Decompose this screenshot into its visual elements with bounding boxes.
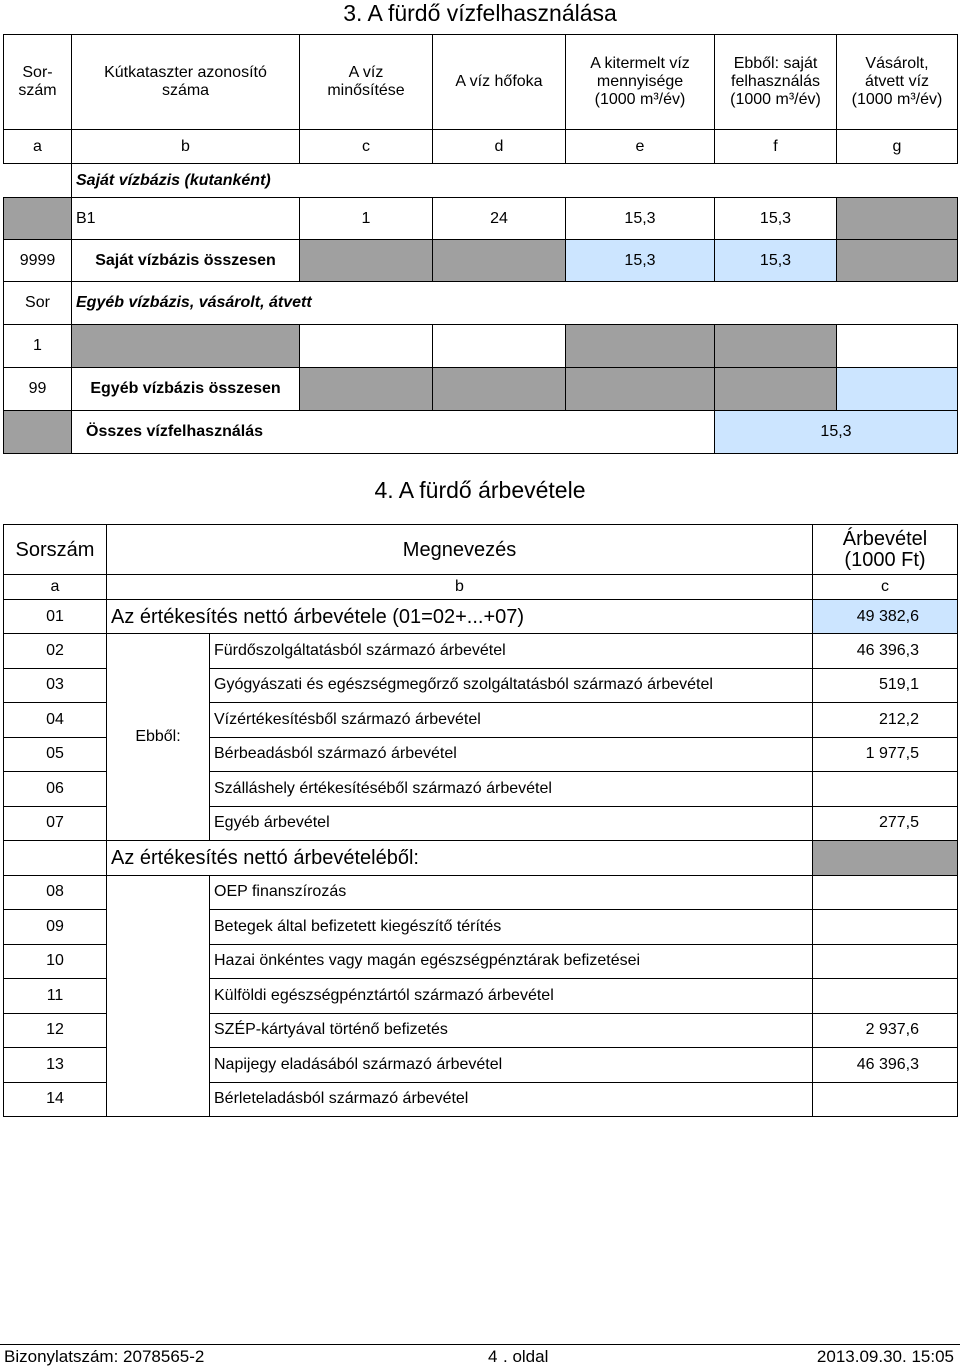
row10-label: Hazai önkéntes vagy magán egészségpénztárak befizetései [210, 944, 813, 979]
row13-label: Napijegy eladásából származó árbevétel [210, 1048, 813, 1083]
row02-label: Fürdőszolgáltatásból származó árbevétel [210, 634, 813, 669]
well-minosites: 1 [300, 198, 433, 240]
header-sorszam: Sor- szám [4, 35, 72, 130]
egyeb-row-num: 1 [4, 325, 72, 368]
letter-e: e [566, 130, 715, 164]
sajat-total-sajat: 15,3 [715, 240, 837, 282]
row14-num: 14 [4, 1082, 107, 1117]
row08-value [813, 875, 958, 910]
header-arbevetel: Árbevétel (1000 Ft) [813, 525, 958, 575]
sajat-total-kitermelt: 15,3 [566, 240, 715, 282]
row06-label: Szálláshely értékesítéséből származó árbevétel [210, 772, 813, 807]
row13-value: 46 396,3 [813, 1048, 958, 1083]
page-footer [0, 1344, 960, 1367]
header-megnevezes: Megnevezés [107, 525, 813, 575]
row03-num: 03 [4, 668, 107, 703]
well-id: B1 [72, 198, 300, 240]
egyeb-total-vasarolt [837, 368, 958, 411]
sub-header-gray [813, 841, 958, 876]
letter-g: g [837, 130, 958, 164]
well-vasarolt-gray [837, 198, 958, 240]
sub-rows-spacer [107, 875, 210, 1117]
row01-label: Az értékesítés nettó árbevétele (01=02+...+07) [107, 600, 813, 634]
row11-value [813, 979, 958, 1014]
well-row-gray [4, 198, 72, 240]
row12-value: 2 937,6 [813, 1013, 958, 1048]
osszes-value: 15,3 [715, 411, 958, 454]
row13-num: 13 [4, 1048, 107, 1083]
footer-page-num: 4 [488, 1347, 498, 1366]
letter4-b: b [107, 575, 813, 600]
row11-num: 11 [4, 979, 107, 1014]
egyeb-sor-label: Sor [4, 282, 72, 325]
sub-header-num [4, 841, 107, 876]
sajat-total-gray-2 [433, 240, 566, 282]
egyeb-row-gray-3 [715, 325, 837, 368]
header-sorszam-4: Sorszám [4, 525, 107, 575]
sajat-total-label: Saját vízbázis összesen [72, 240, 300, 282]
row12-num: 12 [4, 1013, 107, 1048]
well-kitermelt: 15,3 [566, 198, 715, 240]
egyeb-bazis-label: Egyéb vízbázis, vásárolt, átvett [72, 282, 958, 325]
row07-label: Egyéb árbevétel [210, 806, 813, 841]
sajat-total-gray-3 [837, 240, 958, 282]
row05-num: 05 [4, 737, 107, 772]
egyeb-total-label: Egyéb vízbázis összesen [72, 368, 300, 411]
header-viz-hofok: A víz hőfoka [433, 35, 566, 130]
row10-value [813, 944, 958, 979]
egyeb-total-gray-1 [300, 368, 433, 411]
row06-num: 06 [4, 772, 107, 807]
header-kitermelt: A kitermelt víz mennyisége (1000 m³/év) [566, 35, 715, 130]
header-viz-minosites: A víz minősítése [300, 35, 433, 130]
row01-num: 01 [4, 600, 107, 634]
letter-a: a [4, 130, 72, 164]
egyeb-row-minosites [300, 325, 433, 368]
letter-d: d [433, 130, 566, 164]
egyeb-row-vasarolt [837, 325, 958, 368]
letter-c: c [300, 130, 433, 164]
row04-label: Vízértékesítésből származó árbevétel [210, 703, 813, 738]
sajat-total-gray-1 [300, 240, 433, 282]
osszes-label: Összes vízfelhasználás [72, 411, 715, 454]
row06-value [813, 772, 958, 807]
sub-header-label: Az értékesítés nettó árbevételéből: [107, 841, 813, 876]
section3-title: 3. A fürdő vízfelhasználása [343, 0, 617, 26]
sajat-total-code: 9999 [4, 240, 72, 282]
egyeb-total-code: 99 [4, 368, 72, 411]
egyeb-row-hofok [433, 325, 566, 368]
well-hofok: 24 [433, 198, 566, 240]
letter4-a: a [4, 575, 107, 600]
egyeb-row-gray-2 [566, 325, 715, 368]
osszes-gray [4, 411, 72, 454]
row05-label: Bérbeadásból származó árbevétel [210, 737, 813, 772]
header-sajat-felhasznalas: Ebből: saját felhasználás (1000 m³/év) [715, 35, 837, 130]
ebbol-label: Ebből: [107, 634, 210, 841]
letter-f: f [715, 130, 837, 164]
egyeb-total-gray-2 [433, 368, 566, 411]
row09-value [813, 910, 958, 945]
egyeb-row-gray-1 [72, 325, 300, 368]
row03-label: Gyógyászati és egészségmegőrző szolgáltatásból származó árbevétel [210, 668, 813, 703]
row05-value: 1 977,5 [813, 737, 958, 772]
row02-num: 02 [4, 634, 107, 669]
row08-label: OEP finanszírozás [210, 875, 813, 910]
row03-value: 519,1 [813, 668, 958, 703]
egyeb-total-gray-4 [715, 368, 837, 411]
letter4-c: c [813, 575, 958, 600]
row14-label: Bérleteladásból származó árbevétel [210, 1082, 813, 1117]
egyeb-total-gray-3 [566, 368, 715, 411]
row04-value: 212,2 [813, 703, 958, 738]
row09-num: 09 [4, 910, 107, 945]
row02-value: 46 396,3 [813, 634, 958, 669]
row10-num: 10 [4, 944, 107, 979]
section4-title: 4. A fürdő árbevétele [374, 477, 586, 503]
row09-label: Betegek által befizetett kiegészítő térítés [210, 910, 813, 945]
revenue-table [3, 524, 958, 1117]
header-vasarolt: Vásárolt, átvett víz (1000 m³/év) [837, 35, 958, 130]
footer-date: 2013.09.30. 15:05 [816, 1347, 954, 1366]
row07-num: 07 [4, 806, 107, 841]
footer-page-label: . oldal [503, 1347, 549, 1366]
letter-b: b [72, 130, 300, 164]
sajat-bazis-label: Saját vízbázis (kutanként) [72, 164, 958, 198]
row12-label: SZÉP-kártyával történő befizetés [210, 1013, 813, 1048]
row08-num: 08 [4, 875, 107, 910]
row04-num: 04 [4, 703, 107, 738]
water-usage-table [3, 34, 958, 454]
row01-value: 49 382,6 [813, 600, 958, 634]
well-sajat: 15,3 [715, 198, 837, 240]
row14-value [813, 1082, 958, 1117]
header-kutkataszter: Kútkataszter azonosító száma [72, 35, 300, 130]
row11-label: Külföldi egészségpénztártól származó árbevétel [210, 979, 813, 1014]
row07-value: 277,5 [813, 806, 958, 841]
footer-bizonylat: Bizonylatszám: 2078565-2 [4, 1347, 205, 1366]
